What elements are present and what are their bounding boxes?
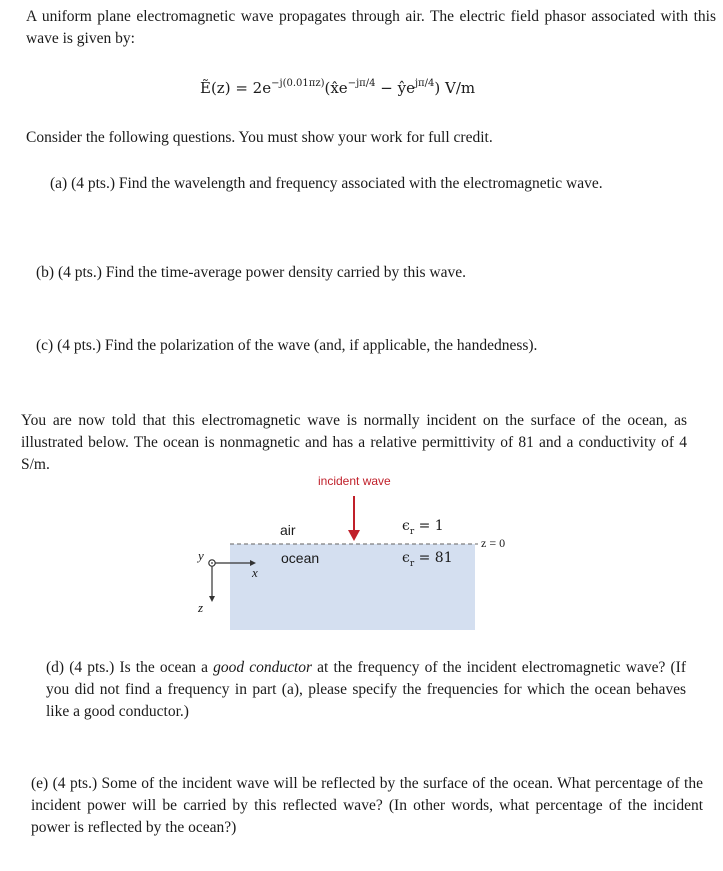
question-d: (d) (4 pts.) Is the ocean a good conductor at the frequency of the incident electromagnetic wave? (If you did not find a frequency in part (a), please specify the frequencies for which the ocean behaves like a good conductor.) [46, 659, 686, 720]
permittivity-air: $\epsilon_r = 1$ [402, 518, 444, 537]
equation-unit: V/m [440, 79, 476, 97]
equation-mid: (x̂e [324, 79, 348, 97]
ocean-label: ocean [281, 550, 320, 566]
axis-x-label: x [252, 565, 258, 580]
permittivity-ocean: $\epsilon_r = 81$ [402, 550, 453, 569]
equation-exponent-2: −jπ/4 [347, 78, 376, 89]
question-a: (a) (4 pts.) Find the wavelength and frequency associated with the electromagnetic wave. [50, 175, 603, 192]
question-b: (b) (4 pts.) Find the time-average power density carried by this wave. [36, 264, 466, 281]
question-c: (c) (4 pts.) Find the polarization of the wave (and, if applicable, the handedness). [36, 337, 538, 354]
equation-close: ) [434, 79, 441, 97]
equation-minus: − ŷe [375, 79, 415, 97]
question-e: (e) (4 pts.) Some of the incident wave will be reflected by the surface of the ocean. What percentage of the incident power will be carried by this reflected wave? (In other words, what percentage of the incident power is reflected by the ocean?) [31, 775, 703, 836]
axis-z-label: z [198, 600, 204, 615]
incident-wave-label: incident wave [318, 474, 391, 488]
axis-y-label: y [198, 548, 204, 563]
z0-label: z = 0 [481, 536, 506, 550]
intro-paragraph: A uniform plane electromagnetic wave propagates through air. The electric field phasor associated with this wave is given by: [26, 8, 716, 47]
equation-exponent-3: jπ/4 [414, 78, 435, 89]
air-label: air [280, 522, 296, 538]
ocean-setup-paragraph: You are now told that this electromagnetic wave is normally incident on the surface of the ocean, as illustrated below. The ocean is nonmagnetic and has a relative permittivity of 81 and a conductivity of 4 S/m. [21, 412, 687, 473]
instructions: Consider the following questions. You must show your work for full credit. [26, 129, 493, 146]
equation-exponent-1: −j(0.01πz) [271, 78, 325, 89]
equation-lhs: Ẽ(z) = 2e [200, 79, 272, 97]
incident-arrow-head [348, 530, 360, 541]
